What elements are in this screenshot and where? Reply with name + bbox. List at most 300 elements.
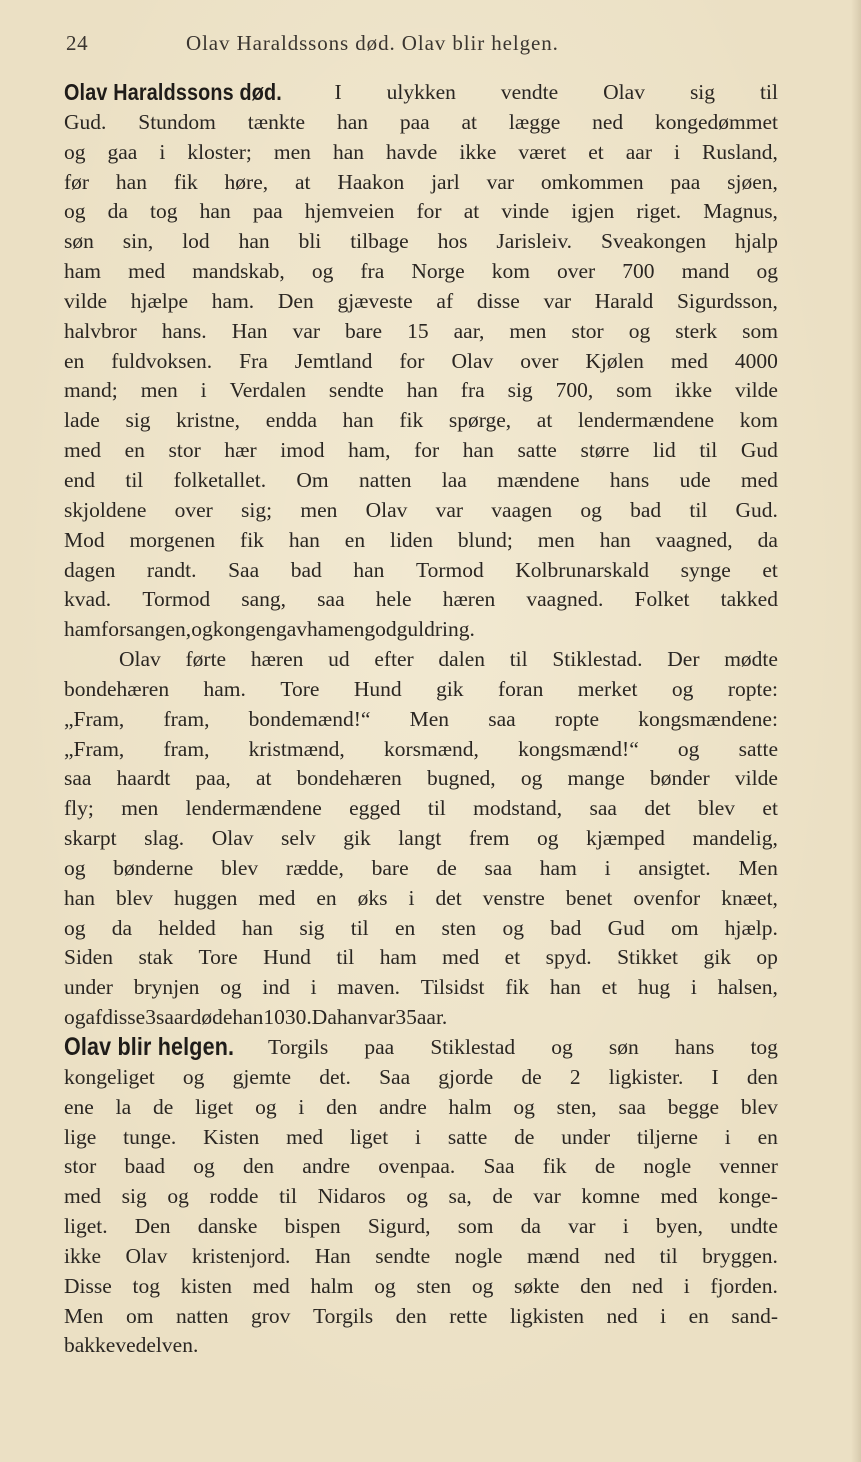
word: Tormod: [142, 587, 211, 612]
word: større: [580, 438, 630, 463]
word: Kisten: [203, 1124, 260, 1149]
word: fra: [360, 259, 385, 284]
text-line: [64, 1212, 778, 1242]
word: sang,: [241, 587, 287, 612]
word: spørge,: [448, 408, 512, 433]
word: da: [111, 915, 133, 940]
word: Torgils: [268, 1035, 329, 1059]
word: baad: [124, 1154, 166, 1179]
word: Gud.: [64, 109, 107, 134]
word: han: [232, 1005, 264, 1030]
word: men: [537, 527, 575, 552]
text-line: [64, 1003, 778, 1033]
word: det: [644, 796, 671, 821]
word: ham: [64, 259, 102, 284]
word: sjøen,: [727, 169, 778, 194]
word: en: [316, 885, 337, 910]
word: over: [174, 497, 213, 522]
word: Han: [314, 1243, 351, 1268]
word: en: [124, 438, 145, 463]
word: Men: [64, 1303, 104, 1328]
word: søn: [608, 1035, 639, 1059]
word: lige: [64, 1124, 97, 1149]
word: gik: [703, 945, 731, 970]
word: gjæveste: [337, 288, 413, 313]
word: han: [199, 199, 231, 224]
word: sendte: [375, 1243, 431, 1268]
word: ham.: [203, 676, 246, 701]
word: blev: [221, 855, 259, 880]
word: Gud.: [735, 497, 778, 522]
word: hans: [674, 1035, 715, 1059]
word: hjælpe: [130, 288, 189, 313]
word: til: [509, 647, 528, 672]
word: Den: [277, 288, 314, 313]
word: saa: [484, 855, 512, 880]
word: lod: [182, 229, 210, 254]
text-line: [64, 615, 778, 645]
text-line: [64, 108, 778, 138]
word: var: [543, 288, 572, 313]
word: synge: [680, 557, 731, 582]
word: og: [537, 826, 559, 851]
word: hans: [609, 467, 650, 492]
word: Tore: [198, 945, 238, 970]
word: satte: [447, 1124, 488, 1149]
word: vaagned,: [655, 527, 733, 552]
word: egged: [349, 796, 401, 821]
word: til: [125, 467, 144, 492]
word: ansigtet.: [638, 855, 711, 880]
word: paa: [252, 199, 283, 224]
word: endda: [265, 408, 318, 433]
text-line: [64, 884, 778, 914]
text-line: [64, 1123, 778, 1153]
word: kristne,: [176, 408, 241, 433]
word: dagen: [64, 557, 116, 582]
word: med: [670, 348, 708, 373]
word: Tore: [280, 676, 320, 701]
word: og: [64, 199, 86, 224]
word: en: [394, 915, 416, 940]
word: som: [457, 1214, 494, 1239]
word: rodde: [209, 1184, 259, 1209]
word: Olav: [603, 80, 645, 104]
word: bryggen.: [702, 1243, 778, 1268]
word: 1030.: [263, 1005, 312, 1030]
word: et: [762, 557, 778, 582]
section-heading: Olav Haraldssons død.: [64, 79, 282, 105]
word: og: [406, 1184, 428, 1209]
word: danske: [197, 1214, 258, 1239]
word: til: [427, 796, 446, 821]
word: sig: [299, 915, 325, 940]
word: Disse: [64, 1273, 112, 1298]
word: ham: [539, 855, 577, 880]
text-line: [64, 1272, 778, 1302]
word: i: [660, 1303, 667, 1328]
word: bugned,: [426, 766, 496, 791]
word: at: [255, 766, 272, 791]
word: ligkister.: [608, 1064, 684, 1089]
word: 3: [145, 1005, 156, 1030]
word: bønder: [650, 766, 710, 791]
text-line: [64, 168, 778, 198]
text-line: [64, 1302, 778, 1332]
word: blev: [740, 1094, 778, 1119]
text-line: [64, 675, 778, 705]
word: bondehæren: [64, 676, 170, 701]
word: skjoldene: [64, 497, 147, 522]
word: han: [288, 527, 320, 552]
word: tunge.: [123, 1124, 177, 1149]
word: fjorden.: [710, 1273, 778, 1298]
word: Stiklestad: [430, 1035, 516, 1059]
text-line: [64, 854, 778, 884]
word: merket: [577, 676, 638, 701]
word: bad: [630, 497, 662, 522]
word: og: [671, 676, 694, 701]
word: 2: [569, 1064, 581, 1089]
word: imod: [280, 438, 325, 463]
word: og: [374, 1273, 396, 1298]
word: i: [200, 378, 207, 403]
word: selv: [281, 826, 316, 851]
word: halvbror: [64, 318, 137, 343]
word: et: [762, 796, 778, 821]
word: og: [193, 1154, 215, 1179]
word: ikke: [674, 378, 712, 403]
word: og: [502, 915, 524, 940]
word: han: [115, 169, 147, 194]
word: Stikket: [617, 945, 679, 970]
word: og: [471, 1273, 494, 1298]
word: fik: [505, 975, 530, 1000]
word: 700: [622, 259, 655, 284]
word: af: [85, 1005, 103, 1030]
word: sin,: [122, 229, 154, 254]
word: før: [64, 169, 90, 194]
text-line: [64, 585, 778, 615]
word: 35: [395, 1005, 417, 1030]
word: gaa: [107, 139, 138, 164]
word: til: [659, 1243, 678, 1268]
word: et: [504, 945, 521, 970]
word: Magnus,: [703, 199, 778, 224]
word: kongsmænd!“: [518, 736, 639, 761]
word: tog: [150, 199, 178, 224]
word: den: [243, 1154, 275, 1179]
word: men: [121, 796, 159, 821]
word: sa,: [448, 1184, 472, 1209]
word: øks: [357, 885, 388, 910]
word: kristmænd,: [248, 736, 345, 761]
word: Sigurdsson,: [676, 288, 778, 313]
word: frem: [468, 826, 510, 851]
word: gav: [275, 617, 308, 642]
word: et: [588, 139, 604, 164]
word: ulykken: [386, 80, 456, 104]
word: Olav: [451, 348, 494, 373]
word: mand;: [64, 378, 118, 403]
word: ikke: [64, 1243, 102, 1268]
word: hans.: [161, 318, 207, 343]
running-head: [66, 31, 786, 61]
text-line: [64, 287, 778, 317]
word: skarpt: [64, 826, 117, 851]
word: vaagen: [491, 497, 553, 522]
word: fik: [542, 1154, 567, 1179]
word: paa: [364, 1035, 395, 1059]
word: søkte: [514, 1273, 560, 1298]
word: en: [757, 1124, 778, 1149]
word: han: [406, 378, 438, 403]
word: jarl: [431, 169, 460, 194]
word: at: [463, 199, 480, 224]
word: men: [300, 497, 338, 522]
word: Hund: [353, 676, 402, 701]
word: og: [255, 1094, 277, 1119]
word: fly;: [64, 796, 94, 821]
word: grov: [251, 1303, 291, 1328]
word: da: [520, 1214, 541, 1239]
word: korsmænd,: [383, 736, 479, 761]
text-line: [64, 376, 778, 406]
word: ude: [679, 467, 711, 492]
word: halm: [310, 1273, 354, 1298]
word: Olav: [211, 826, 254, 851]
word: natten: [175, 1303, 229, 1328]
word: bispen: [284, 1214, 341, 1239]
word: ned: [604, 1243, 636, 1268]
word: bakke: [64, 1333, 116, 1358]
word: aar.: [416, 1005, 448, 1030]
word: sangen,: [126, 617, 192, 642]
word: han: [353, 557, 385, 582]
word: kom: [739, 408, 778, 433]
word: modstand,: [473, 796, 563, 821]
word: sten: [416, 1273, 452, 1298]
word: over: [520, 348, 559, 373]
word: han: [549, 975, 581, 1000]
word: tog: [750, 1035, 778, 1059]
word: Om: [296, 467, 329, 492]
word: I: [711, 1064, 719, 1089]
text-line: [64, 943, 778, 973]
word: helded: [158, 915, 216, 940]
word: og: [513, 1094, 535, 1119]
word: Olav: [119, 647, 161, 672]
word: tog: [132, 1273, 160, 1298]
word: Han: [231, 318, 268, 343]
text-line: [64, 1093, 778, 1123]
word: om: [670, 915, 699, 940]
word: og: [628, 318, 651, 343]
word: komne: [581, 1184, 640, 1209]
word: i: [683, 1273, 690, 1298]
word: huggen: [174, 885, 238, 910]
word: tilbage: [350, 229, 409, 254]
word: og: [580, 497, 602, 522]
word: vilde: [64, 288, 107, 313]
word: Gud: [740, 438, 778, 463]
text-line: [64, 794, 778, 824]
word: den: [746, 1064, 778, 1089]
text-line: [64, 197, 778, 227]
word: saa: [488, 706, 516, 731]
word: som: [616, 378, 653, 403]
word: ind: [262, 975, 290, 1000]
word: Gud: [607, 915, 645, 940]
text-line: [64, 705, 778, 735]
text-line: [64, 735, 778, 765]
text-line: [64, 436, 778, 466]
word: Tormod: [415, 557, 484, 582]
word: kloster;: [187, 139, 252, 164]
word: hæren: [250, 647, 304, 672]
word: saar: [155, 1005, 191, 1030]
word: kvad.: [64, 587, 112, 612]
word: ene: [64, 1094, 94, 1119]
word: satte: [738, 736, 778, 761]
word: i: [408, 885, 415, 910]
word: og: [64, 855, 86, 880]
word: randt.: [146, 557, 197, 582]
word: var: [435, 497, 464, 522]
word: bønderne: [113, 855, 194, 880]
word: vaagned.: [526, 587, 604, 612]
word: I: [334, 80, 342, 104]
word: natten: [358, 467, 412, 492]
word: til: [279, 1184, 297, 1209]
word: ud: [328, 647, 350, 672]
word: de: [492, 1184, 513, 1209]
word: Da: [311, 1005, 337, 1030]
word: til: [699, 438, 718, 463]
word: ovenfor: [633, 885, 701, 910]
word: den: [580, 1273, 612, 1298]
word: nogle: [454, 1243, 503, 1268]
word: Rusland,: [702, 139, 778, 164]
section-olav-blir-helgen: [64, 1033, 778, 1361]
word: liden: [389, 527, 433, 552]
word: Stiklestad.: [552, 647, 643, 672]
word: Jemtland: [294, 348, 373, 373]
word: med: [128, 259, 166, 284]
word: bondehæren: [296, 766, 402, 791]
word: sig: [125, 408, 151, 433]
word: ned: [592, 109, 624, 134]
word: Olav: [125, 1243, 168, 1268]
word: og: [220, 975, 242, 1000]
word: men: [273, 139, 311, 164]
word: men: [509, 318, 547, 343]
word: var: [367, 1005, 396, 1030]
word: fram,: [163, 706, 210, 731]
word: Folket: [634, 587, 690, 612]
word: kristenjord.: [191, 1243, 291, 1268]
word: søn: [64, 229, 94, 254]
word: ligkisten: [509, 1303, 585, 1328]
word: ned: [606, 1303, 638, 1328]
word: han: [336, 109, 368, 134]
word: Verdalen: [229, 378, 306, 403]
word: en: [64, 348, 85, 373]
word: og: [551, 1035, 573, 1059]
word: Saa: [228, 557, 260, 582]
word: fram,: [163, 736, 210, 761]
word: ham: [307, 617, 345, 642]
word: kom: [491, 259, 530, 284]
word: Sigurd,: [367, 1214, 431, 1239]
word: om: [125, 1303, 154, 1328]
word: sig: [689, 80, 716, 104]
word: fik: [399, 408, 424, 433]
word: hug: [637, 975, 671, 1000]
word: til: [689, 497, 708, 522]
word: han: [238, 229, 270, 254]
word: aar: [625, 139, 652, 164]
word: hjemveien: [304, 199, 395, 224]
word: at: [294, 169, 311, 194]
word: ropte: [554, 706, 600, 731]
word: tænkte: [247, 109, 306, 134]
word: men: [140, 378, 178, 403]
word: den: [395, 1303, 427, 1328]
word: kongedømmet: [654, 109, 778, 134]
word: ikke: [459, 139, 497, 164]
word: for: [101, 617, 127, 642]
word: Men: [738, 855, 778, 880]
word: i: [310, 975, 317, 1000]
word: sten,: [556, 1094, 597, 1119]
section-heading: Olav blir helgen.: [64, 1033, 235, 1061]
word: de: [594, 1154, 616, 1179]
word: det: [435, 885, 462, 910]
word: han: [462, 438, 494, 463]
word: hjalp: [735, 229, 778, 254]
word: end: [64, 467, 96, 492]
word: guldring.: [396, 617, 475, 642]
word: blund;: [457, 527, 513, 552]
word: sterk: [675, 318, 718, 343]
word: i: [690, 975, 697, 1000]
word: og: [756, 259, 778, 284]
word: Norge: [411, 259, 465, 284]
text-line: [64, 227, 778, 257]
word: mændene: [497, 467, 580, 492]
word: begge: [667, 1094, 720, 1119]
word: disse: [102, 1005, 146, 1030]
word: venstre: [482, 885, 545, 910]
word: med: [64, 438, 102, 463]
word: efter: [374, 647, 414, 672]
word: med: [286, 1124, 324, 1149]
word: Torgils: [312, 1303, 374, 1328]
word: Der: [667, 647, 700, 672]
word: var: [568, 1214, 596, 1239]
word: og: [520, 766, 543, 791]
word: gjorde: [438, 1064, 494, 1089]
word: lendermændene: [185, 796, 322, 821]
word: tiljerne: [637, 1124, 698, 1149]
word: han: [336, 1005, 368, 1030]
word: lendermændene: [577, 408, 715, 433]
word: i: [622, 1214, 629, 1239]
word: god: [364, 617, 397, 642]
word: at: [461, 109, 478, 134]
word: de: [521, 1064, 542, 1089]
